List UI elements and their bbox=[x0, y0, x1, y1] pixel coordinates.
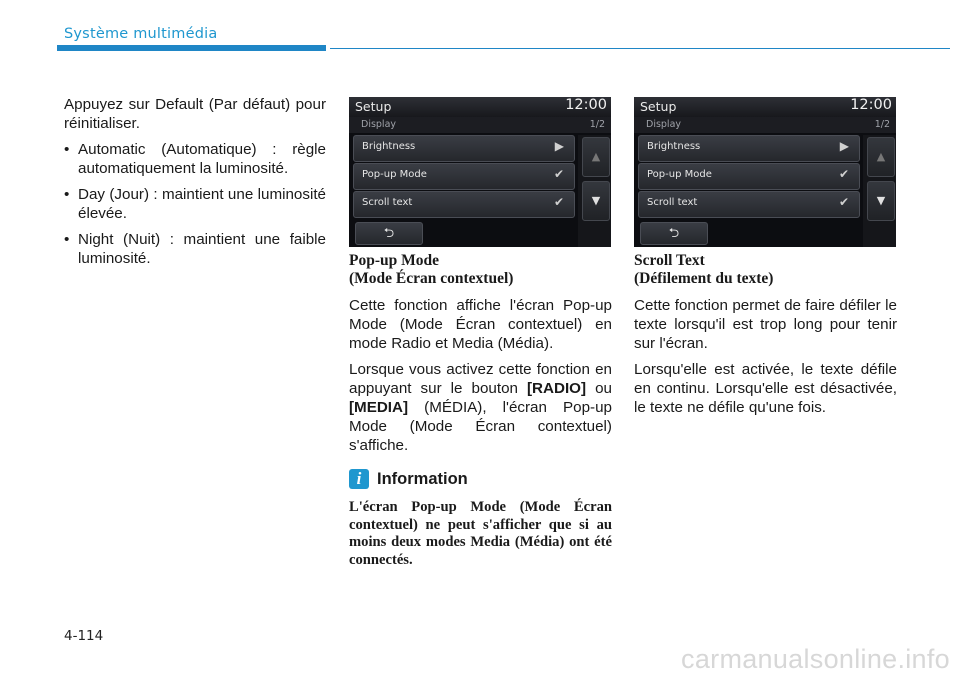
scroll-text-heading bbox=[634, 252, 897, 288]
media-button-ref: [MEDIA] bbox=[349, 399, 409, 416]
column-left bbox=[64, 95, 326, 275]
section-title: Système multimédia bbox=[64, 26, 218, 42]
scroll-up-button[interactable]: ▲ bbox=[582, 137, 610, 177]
screen-page-indicator: 1/2 bbox=[589, 119, 605, 130]
setup-screen-image bbox=[349, 97, 611, 247]
popup-mode-paragraph: Cette fonction affiche l'écran Pop-up Mode (Mode Écran contextuel) en mode Radio et Media (Média). bbox=[349, 297, 612, 352]
popup-mode-paragraph bbox=[349, 360, 612, 455]
arrow-right-icon: ▶ bbox=[554, 139, 564, 153]
checkmark-icon: ✔ bbox=[838, 195, 849, 209]
menu-item-scroll-text[interactable] bbox=[353, 191, 575, 218]
back-button[interactable]: ⮌ bbox=[640, 222, 708, 245]
screen-subtitle: Display bbox=[361, 119, 397, 130]
screen-title-bar bbox=[349, 97, 611, 118]
menu-item-label: Pop-up Mode bbox=[362, 169, 427, 180]
column-middle bbox=[349, 252, 612, 576]
popup-mode-heading bbox=[349, 252, 612, 288]
scroll-down-button[interactable]: ▼ bbox=[867, 181, 895, 221]
radio-button-ref: [RADIO] bbox=[527, 380, 587, 397]
information-text: L'écran Pop-up Mode (Mode Écran contextuel) ne peut s'afficher que si au moins deux modes Media (Média) ont été connectés. bbox=[349, 499, 612, 568]
menu-item-brightness[interactable] bbox=[638, 135, 860, 162]
info-icon: i bbox=[349, 469, 369, 489]
menu-item-brightness[interactable] bbox=[353, 135, 575, 162]
screen-subheader bbox=[349, 117, 611, 133]
menu-item-popup-mode[interactable] bbox=[638, 163, 860, 190]
screen-clock: 12:00 bbox=[565, 97, 607, 113]
text-run: (MÉDIA), l'écran Pop-up Mode (Mode Écran contextuel) s'affiche. bbox=[349, 399, 612, 454]
screen-title: Setup bbox=[355, 99, 392, 114]
scroll-text-paragraph: Lorsqu'elle est activée, le texte défile en continu. Lorsqu'elle est désactivée, le texte ne défile qu'une fois. bbox=[634, 361, 897, 416]
menu-item-label: Scroll text bbox=[647, 197, 698, 208]
screen-subtitle: Display bbox=[646, 119, 682, 130]
text-run: ou bbox=[586, 380, 612, 397]
menu-item-label: Brightness bbox=[362, 141, 416, 152]
scroll-up-button[interactable]: ▲ bbox=[867, 137, 895, 177]
heading-line: Pop-up Mode bbox=[349, 252, 439, 269]
screen-subheader bbox=[634, 117, 896, 133]
screen-clock: 12:00 bbox=[850, 97, 892, 113]
watermark: carmanualsonline.info bbox=[681, 644, 950, 674]
scroll-text-paragraph: Cette fonction permet de faire défiler le texte lorsqu'il est trop long pour tenir sur l'écran. bbox=[634, 297, 897, 352]
menu-item-label: Brightness bbox=[647, 141, 701, 152]
intro-paragraph: Appuyez sur Default (Par défaut) pour réinitialiser. bbox=[64, 96, 326, 132]
page-number: 4-114 bbox=[64, 628, 104, 644]
checkmark-icon: ✔ bbox=[838, 167, 849, 181]
checkmark-icon: ✔ bbox=[553, 195, 564, 209]
list-item: • Night (Nuit) : maintient une faible luminosité. bbox=[64, 230, 326, 268]
screen-page-indicator: 1/2 bbox=[874, 119, 890, 130]
screen-title: Setup bbox=[640, 99, 677, 114]
heading-line: (Mode Écran contextuel) bbox=[349, 270, 514, 287]
header-rule-thick bbox=[57, 45, 326, 51]
list-item: • Automatic (Automatique) : règle automatiquement la luminosité. bbox=[64, 140, 326, 178]
information-title: Information bbox=[377, 469, 468, 488]
list-item: • Day (Jour) : maintient une luminosité élevée. bbox=[64, 185, 326, 223]
checkmark-icon: ✔ bbox=[553, 167, 564, 181]
setup-screen-image bbox=[634, 97, 896, 247]
screen-title-bar bbox=[634, 97, 896, 118]
column-right bbox=[634, 252, 897, 424]
menu-item-popup-mode[interactable] bbox=[353, 163, 575, 190]
scroll-down-button[interactable]: ▼ bbox=[582, 181, 610, 221]
information-header bbox=[349, 469, 612, 489]
heading-line: (Défilement du texte) bbox=[634, 270, 774, 287]
text-run: Lorsque vous activez cette fonction en appuyant sur le bouton bbox=[349, 361, 612, 397]
menu-item-scroll-text[interactable] bbox=[638, 191, 860, 218]
back-button[interactable]: ⮌ bbox=[355, 222, 423, 245]
arrow-right-icon: ▶ bbox=[839, 139, 849, 153]
heading-line: Scroll Text bbox=[634, 252, 705, 269]
menu-item-label: Pop-up Mode bbox=[647, 169, 712, 180]
information-box bbox=[349, 469, 612, 569]
header-rule-thin bbox=[330, 48, 950, 49]
brightness-options-list bbox=[64, 140, 326, 268]
menu-item-label: Scroll text bbox=[362, 197, 413, 208]
